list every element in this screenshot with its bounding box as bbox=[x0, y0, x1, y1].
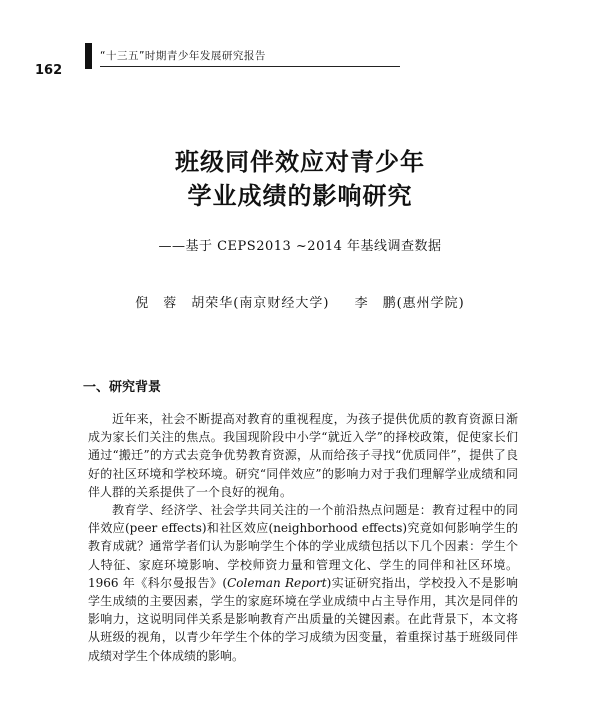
header-marker-bar bbox=[85, 43, 92, 69]
section-body bbox=[88, 410, 518, 665]
header-rule bbox=[100, 66, 400, 67]
paragraph-1: 近年来，社会不断提高对教育的重视程度，为孩子提供优质的教育资源日渐成为家长们关注的焦点。我国现阶段中小学“就近入学”的择校政策，促使家长们通过“搬迁”的方式去竞争优势教育资源，从而给孩子寻找“优质同伴”，提供了良好的社区环境和学校环境。研究“同伴效应”的影响力对于我们理解学业成绩和同伴人群的关系提供了一个良好的视角。 bbox=[88, 412, 518, 499]
paragraph-2-italic-title: Coleman Report bbox=[227, 575, 327, 590]
paragraph-2-part-b: )实证研究指出，学校投入不是影响学生成绩的主要因素，学生的家庭环境在学业成绩中占主导作用，其次是同伴的影响力，这说明同伴关系是影响教育产出质量的关键因素。在此背景下，本文将从班级的视角，以青少年学生个体的学习成绩为因变量，着重探讨基于班级同伴成绩对学生个体成绩的影响。 bbox=[88, 575, 519, 663]
paragraph-2-part-a: 教育学、经济学、社会学共同关注的一个前沿热点问题是：教育过程中的同伴效应(peer effects)和社区效应(neighborhood effects)究竟如何影响学生的教育成就？通常学者们认为影响学生个体的学业成绩包括以下几个因素：学生个人特征、家庭环境影响、学校师资力量和管理文化、学生的同伴和社区环境。1966 年《科尔曼报告》( bbox=[88, 503, 518, 590]
section-heading: 一、研究背景 bbox=[83, 380, 162, 395]
running-header-title: “十三五”时期青少年发展研究报告 bbox=[100, 50, 266, 62]
page-number: 162 bbox=[35, 63, 63, 78]
article-title-line-2: 学业成绩的影响研究 bbox=[187, 182, 413, 210]
author-group-1: 倪 蓉 胡荣华(南京财经大学) bbox=[135, 296, 330, 311]
article-subtitle: ——基于 CEPS2013 ~2014 年基线调查数据 bbox=[158, 239, 442, 254]
paragraph-2 bbox=[88, 501, 518, 665]
author-group-2: 李 鹏(惠州学院) bbox=[354, 296, 465, 311]
author-line bbox=[0, 292, 600, 311]
article-title-line-1: 班级同伴效应对青少年 bbox=[175, 148, 425, 176]
